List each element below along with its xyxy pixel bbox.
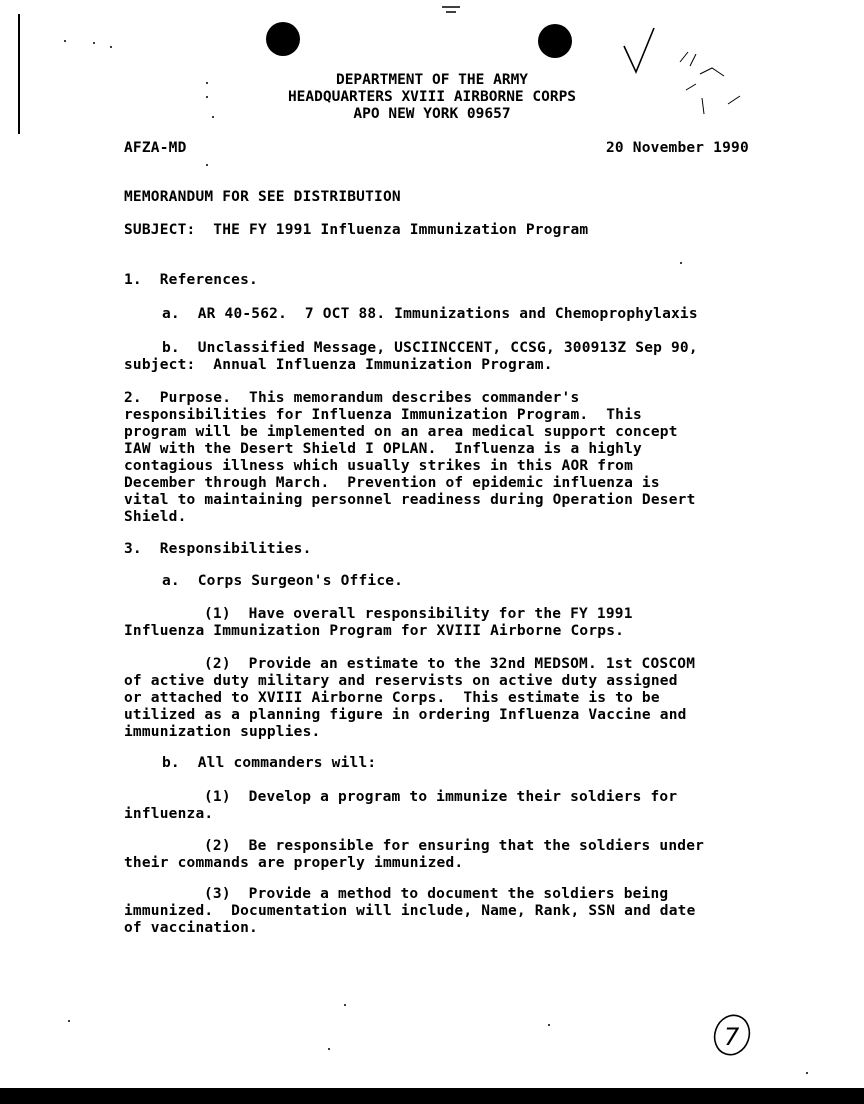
item-3b2-line: (2) Be responsible for ensuring that the soldiers under xyxy=(204,838,705,854)
speck xyxy=(206,164,208,166)
section-3a-heading: a. Corps Surgeon's Office. xyxy=(162,573,404,589)
scan-mark-top xyxy=(440,4,464,14)
purpose-line: December through March. Prevention of epidemic influenza is xyxy=(124,475,660,491)
purpose-line: vital to maintaining personnel readiness during Operation Desert xyxy=(124,492,696,508)
memo-for: MEMORANDUM FOR SEE DISTRIBUTION xyxy=(124,189,401,205)
purpose-line: program will be implemented on an area medical support concept xyxy=(124,424,678,440)
item-3b2-line: their commands are properly immunized. xyxy=(124,855,464,871)
speck xyxy=(328,1048,330,1050)
page-number-circle xyxy=(710,1010,760,1060)
speck xyxy=(64,40,66,42)
speck xyxy=(110,46,112,48)
memo-date: 20 November 1990 xyxy=(606,140,749,156)
punch-hole-left xyxy=(266,22,300,56)
item-3a2-line: of active duty military and reservists on active duty assigned xyxy=(124,673,678,689)
reference-a: a. AR 40-562. 7 OCT 88. Immunizations and Chemoprophylaxis xyxy=(162,306,698,322)
purpose-line: 2. Purpose. This memorandum describes commander's xyxy=(124,390,580,406)
item-3a1-line: Influenza Immunization Program for XVIII Airborne Corps. xyxy=(124,623,625,639)
speck xyxy=(806,1072,808,1074)
purpose-line: contagious illness which usually strikes in this AOR from xyxy=(124,458,633,474)
speck xyxy=(93,42,95,44)
section-1-heading: 1. References. xyxy=(124,272,258,288)
item-3b1-line: (1) Develop a program to immunize their soldiers for xyxy=(204,789,678,805)
page-number-text: 7 xyxy=(724,1023,740,1051)
office-symbol: AFZA-MD xyxy=(124,140,187,156)
speck xyxy=(68,1020,70,1022)
item-3a2-line: or attached to XVIII Airborne Corps. This estimate is to be xyxy=(124,690,660,706)
speck xyxy=(344,1004,346,1006)
scan-bottom-edge xyxy=(0,1088,864,1104)
letterhead-department: DEPARTMENT OF THE ARMY xyxy=(335,72,529,88)
item-3a2-line: (2) Provide an estimate to the 32nd MEDSOM. 1st COSCOM xyxy=(204,656,696,672)
item-3b3-line: (3) Provide a method to document the soldiers being xyxy=(204,886,669,902)
purpose-line: responsibilities for Influenza Immunization Program. This xyxy=(124,407,642,423)
item-3a2-line: immunization supplies. xyxy=(124,724,321,740)
punch-hole-right xyxy=(538,24,572,58)
letterhead-address: APO NEW YORK 09657 xyxy=(353,106,511,122)
item-3a1-line: (1) Have overall responsibility for the FY 1991 xyxy=(204,606,633,622)
letterhead-headquarters: HEADQUARTERS XVIII AIRBORNE CORPS xyxy=(287,89,577,105)
purpose-line: Shield. xyxy=(124,509,187,525)
item-3b3-line: immunized. Documentation will include, Name, Rank, SSN and date xyxy=(124,903,696,919)
purpose-line: IAW with the Desert Shield I OPLAN. Influenza is a highly xyxy=(124,441,642,457)
section-3-heading: 3. Responsibilities. xyxy=(124,541,312,557)
reference-b-line2: subject: Annual Influenza Immunization Program. xyxy=(124,357,553,373)
reference-b-line1: b. Unclassified Message, USCIINCCENT, CCSG, 300913Z Sep 90, xyxy=(162,340,698,356)
item-3a2-line: utilized as a planning figure in ordering Influenza Vaccine and xyxy=(124,707,687,723)
speck xyxy=(548,1024,550,1026)
item-3b1-line: influenza. xyxy=(124,806,214,822)
speck xyxy=(680,262,682,264)
memo-subject: SUBJECT: THE FY 1991 Influenza Immunization Program xyxy=(124,222,589,238)
section-3b-heading: b. All commanders will: xyxy=(162,755,377,771)
item-3b3-line: of vaccination. xyxy=(124,920,258,936)
